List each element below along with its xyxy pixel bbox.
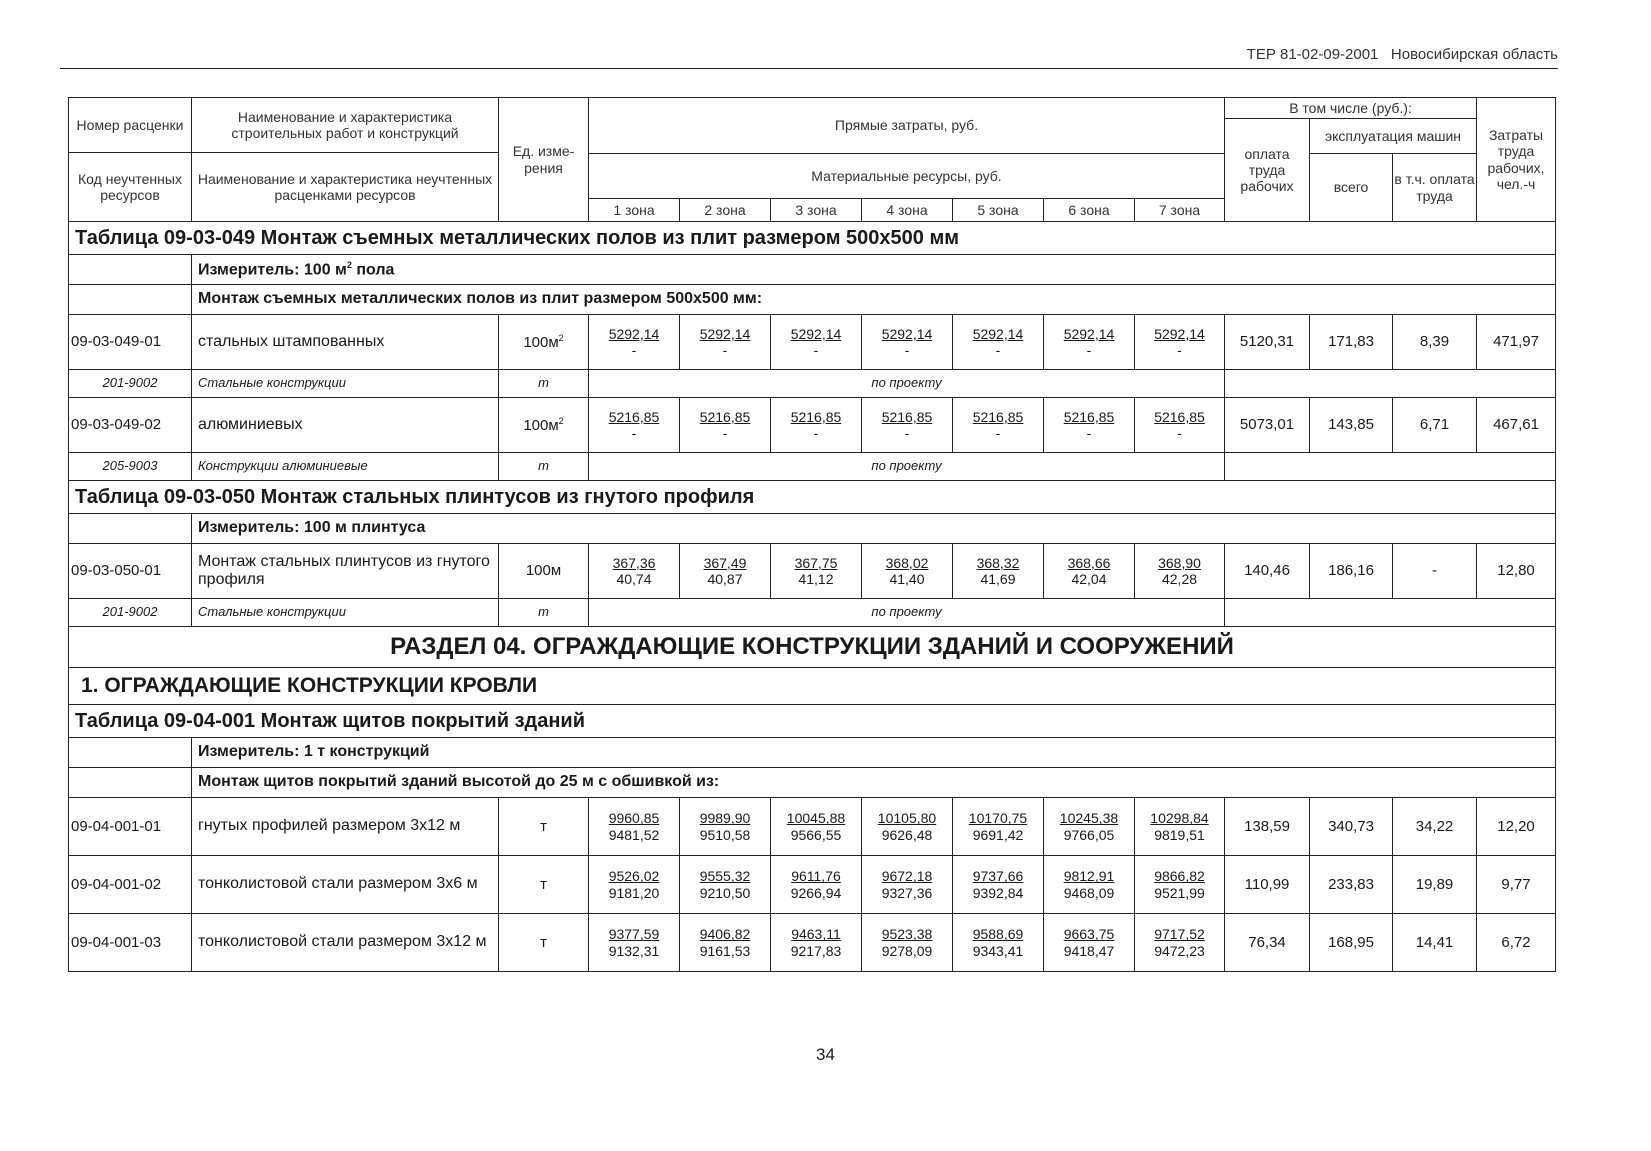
subsection-title: 1. ОГРАЖДАЮЩИЕ КОНСТРУКЦИИ КРОВЛИ xyxy=(69,668,1556,705)
zone-price: 5292,14 - xyxy=(862,315,953,370)
zone-price: 5292,14 - xyxy=(1044,315,1135,370)
section-row xyxy=(69,627,1556,668)
resource-unit: т xyxy=(499,370,589,398)
zone-price: 368,66 42,04 xyxy=(1044,544,1135,599)
resource-row xyxy=(69,599,1556,627)
zone-price: 9611,76 9266,94 xyxy=(771,856,862,914)
measure-row xyxy=(69,738,1556,768)
zone-price: 9377,59 9132,31 xyxy=(589,914,680,972)
section-title: РАЗДЕЛ 04. ОГРАЖДАЮЩИЕ КОНСТРУКЦИИ ЗДАНИЙ И СООРУЖЕНИЙ xyxy=(69,627,1556,668)
zone-price: 368,02 41,40 xyxy=(862,544,953,599)
resource-name: Конструкции алюминиевые xyxy=(192,453,499,481)
zone-price: 9663,75 9418,47 xyxy=(1044,914,1135,972)
labor-costs-value: 12,80 xyxy=(1477,544,1556,599)
zone-price: 5292,14 - xyxy=(680,315,771,370)
resource-name: Стальные конструкции xyxy=(192,370,499,398)
rate-code: 09-04-001-02 xyxy=(69,856,192,914)
labor-costs-value: 6,72 xyxy=(1477,914,1556,972)
table-title: Таблица 09-04-001 Монтаж щитов покрытий зданий xyxy=(69,705,1556,738)
labor-pay-value: 140,46 xyxy=(1225,544,1310,599)
labor-pay-value: 76,34 xyxy=(1225,914,1310,972)
table-row xyxy=(69,315,1556,370)
zone-1: 1 зона xyxy=(589,199,680,222)
resource-row xyxy=(69,453,1556,481)
zone-price: 5216,85 - xyxy=(771,398,862,453)
zone-price: 9812,91 9468,09 xyxy=(1044,856,1135,914)
zone-price: 9463,11 9217,83 xyxy=(771,914,862,972)
rate-unit: т xyxy=(499,914,589,972)
rate-code: 09-04-001-01 xyxy=(69,798,192,856)
rate-unit: т xyxy=(499,798,589,856)
labor-pay-value: 110,99 xyxy=(1225,856,1310,914)
zone-price: 9523,38 9278,09 xyxy=(862,914,953,972)
zone-price: 5292,14 - xyxy=(1135,315,1225,370)
subtitle-row xyxy=(69,768,1556,798)
measure-text: Измеритель: 1 т конструкций xyxy=(192,738,1556,768)
machines-total-value: 168,95 xyxy=(1310,914,1393,972)
zone-price: 10245,38 9766,05 xyxy=(1044,798,1135,856)
resource-row xyxy=(69,370,1556,398)
resource-code: 201-9002 xyxy=(69,370,192,398)
col-machines: эксплуатация машин xyxy=(1310,119,1477,154)
table-row xyxy=(69,798,1556,856)
zone-price: 9737,66 9392,84 xyxy=(953,856,1044,914)
zone-price: 5216,85 - xyxy=(953,398,1044,453)
zone-price: 10105,80 9626,48 xyxy=(862,798,953,856)
resource-note: по проекту xyxy=(589,599,1225,627)
labor-costs-value: 12,20 xyxy=(1477,798,1556,856)
rate-name: тонколистовой стали размером 3х12 м xyxy=(192,914,499,972)
subtitle-text: Монтаж съемных металлических полов из плит размером 500х500 мм: xyxy=(192,285,1556,315)
col-unit: Ед. изме-рения xyxy=(499,98,589,222)
machines-total-value: 340,73 xyxy=(1310,798,1393,856)
rates-table-wrapper xyxy=(68,97,1555,972)
table-row xyxy=(69,544,1556,599)
zone-price: 5216,85 - xyxy=(680,398,771,453)
table-title-row xyxy=(69,222,1556,255)
zone-price: 368,90 42,28 xyxy=(1135,544,1225,599)
zone-price: 9960,85 9481,52 xyxy=(589,798,680,856)
col-direct-costs: Прямые затраты, руб. xyxy=(589,98,1225,154)
machines-pay-value: 19,89 xyxy=(1393,856,1477,914)
resource-note: по проекту xyxy=(589,370,1225,398)
col-material-resources: Материальные ресурсы, руб. xyxy=(589,154,1225,199)
subtitle-text: Монтаж щитов покрытий зданий высотой до 25 м с обшивкой из: xyxy=(192,768,1556,798)
rate-unit: 100м xyxy=(499,544,589,599)
resource-code: 205-9003 xyxy=(69,453,192,481)
col-machines-total: всего xyxy=(1310,154,1393,222)
subtitle-row xyxy=(69,285,1556,315)
page-number: 34 xyxy=(816,1045,835,1064)
zone-3: 3 зона xyxy=(771,199,862,222)
rate-unit: $100м^2$ xyxy=(499,315,589,370)
zone-price: 10298,84 9819,51 xyxy=(1135,798,1225,856)
zone-price: 10045,88 9566,55 xyxy=(771,798,862,856)
table-title: Таблица 09-03-049 Монтаж съемных металлических полов из плит размером 500х500 мм xyxy=(69,222,1556,255)
zone-5: 5 зона xyxy=(953,199,1044,222)
machines-pay-value: 6,71 xyxy=(1393,398,1477,453)
zone-price: 5292,14 - xyxy=(771,315,862,370)
rate-name: Монтаж стальных плинтусов из гнутого профиля xyxy=(192,544,499,599)
rate-code: 09-03-050-01 xyxy=(69,544,192,599)
rate-code: 09-03-049-02 xyxy=(69,398,192,453)
rate-name: стальных штампованных xyxy=(192,315,499,370)
zone-price: 10170,75 9691,42 xyxy=(953,798,1044,856)
zone-price: 9989,90 9510,58 xyxy=(680,798,771,856)
col-machines-pay: в т.ч. оплата труда xyxy=(1393,154,1477,222)
resource-name: Стальные конструкции xyxy=(192,599,499,627)
table-title: Таблица 09-03-050 Монтаж стальных плинтусов из гнутого профиля xyxy=(69,481,1556,514)
zone-price: 5216,85 - xyxy=(589,398,680,453)
machines-total-value: 186,16 xyxy=(1310,544,1393,599)
zone-2: 2 зона xyxy=(680,199,771,222)
col-res-code: Код неучтенных ресурсов xyxy=(69,153,192,222)
zone-price: 9717,52 9472,23 xyxy=(1135,914,1225,972)
zone-price: 9866,82 9521,99 xyxy=(1135,856,1225,914)
machines-pay-value: 8,39 xyxy=(1393,315,1477,370)
measure-row xyxy=(69,255,1556,285)
table-title-row xyxy=(69,481,1556,514)
labor-pay-value: 138,59 xyxy=(1225,798,1310,856)
zone-6: 6 зона xyxy=(1044,199,1135,222)
machines-total-value: 143,85 xyxy=(1310,398,1393,453)
region: Новосибирская область xyxy=(1390,46,1558,63)
rate-unit: т xyxy=(499,856,589,914)
zone-price: 368,32 41,69 xyxy=(953,544,1044,599)
zone-price: 367,49 40,87 xyxy=(680,544,771,599)
rates-table xyxy=(68,97,1556,972)
labor-costs-value: 467,61 xyxy=(1477,398,1556,453)
zone-price: 5216,85 - xyxy=(1044,398,1135,453)
labor-costs-value: 9,77 xyxy=(1477,856,1556,914)
col-work-name: Наименование и характеристика строительных работ и конструкций xyxy=(192,98,499,153)
zone-price: 367,75 41,12 xyxy=(771,544,862,599)
doc-code: ТЕР 81-02-09-2001 xyxy=(1246,46,1379,63)
zone-price: 9672,18 9327,36 xyxy=(862,856,953,914)
col-including: В том числе (руб.): xyxy=(1225,98,1477,119)
labor-pay-value: 5073,01 xyxy=(1225,398,1310,453)
zone-price: 9555,32 9210,50 xyxy=(680,856,771,914)
machines-total-value: 171,83 xyxy=(1310,315,1393,370)
machines-pay-value: 34,22 xyxy=(1393,798,1477,856)
zone-price: 5292,14 - xyxy=(953,315,1044,370)
resource-unit: т xyxy=(499,453,589,481)
col-res-name: Наименование и характеристика неучтенных расценками ресурсов xyxy=(192,153,499,222)
measure-text: Измеритель: 100 $м^2$ пола xyxy=(192,255,1556,285)
machines-pay-value: - xyxy=(1393,544,1477,599)
resource-code: 201-9002 xyxy=(69,599,192,627)
zone-price: 367,36 40,74 xyxy=(589,544,680,599)
rate-name: тонколистовой стали размером 3х6 м xyxy=(192,856,499,914)
table-row xyxy=(69,398,1556,453)
rate-code: 09-03-049-01 xyxy=(69,315,192,370)
table-row xyxy=(69,856,1556,914)
measure-row xyxy=(69,514,1556,544)
resource-note: по проекту xyxy=(589,453,1225,481)
header-rule xyxy=(60,68,1558,69)
machines-pay-value: 14,41 xyxy=(1393,914,1477,972)
zone-price: 9588,69 9343,41 xyxy=(953,914,1044,972)
measure-text: Измеритель: 100 м плинтуса xyxy=(192,514,1556,544)
table-title-row xyxy=(69,705,1556,738)
labor-costs-value: 471,97 xyxy=(1477,315,1556,370)
zone-4: 4 зона xyxy=(862,199,953,222)
zone-price: 5216,85 - xyxy=(1135,398,1225,453)
col-labor-pay: оплата труда рабочих xyxy=(1225,119,1310,222)
running-header xyxy=(60,46,1558,63)
col-rate-number: Номер расценки xyxy=(69,98,192,153)
header-row-1 xyxy=(69,98,1556,119)
zone-price: 5216,85 - xyxy=(862,398,953,453)
rate-unit: $100м^2$ xyxy=(499,398,589,453)
rate-name: алюминиевых xyxy=(192,398,499,453)
col-labor-costs: Затраты труда рабочих, чел.-ч xyxy=(1477,98,1556,222)
labor-pay-value: 5120,31 xyxy=(1225,315,1310,370)
table-row xyxy=(69,914,1556,972)
zone-7: 7 зона xyxy=(1135,199,1225,222)
zone-price: 9406,82 9161,53 xyxy=(680,914,771,972)
zone-price: 9526,02 9181,20 xyxy=(589,856,680,914)
rate-name: гнутых профилей размером 3х12 м xyxy=(192,798,499,856)
machines-total-value: 233,83 xyxy=(1310,856,1393,914)
resource-unit: т xyxy=(499,599,589,627)
zone-price: 5292,14 - xyxy=(589,315,680,370)
subsection-row xyxy=(69,668,1556,705)
rate-code: 09-04-001-03 xyxy=(69,914,192,972)
